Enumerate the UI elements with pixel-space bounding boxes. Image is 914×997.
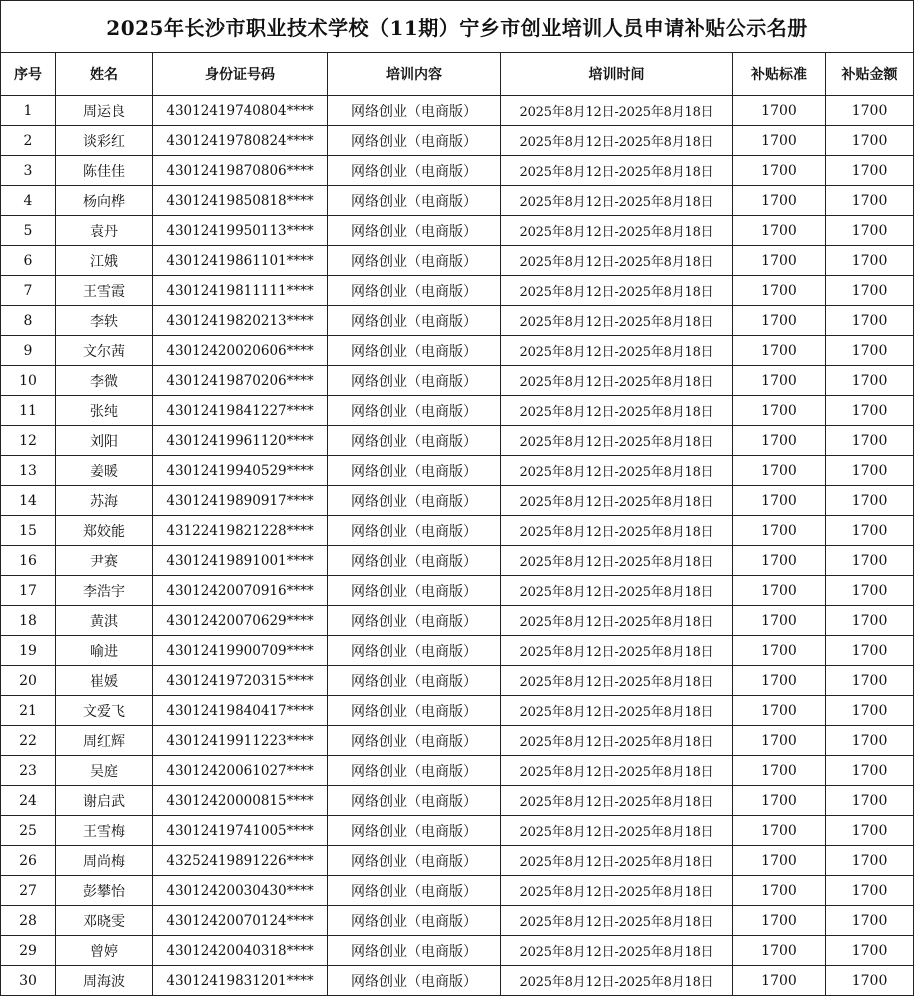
cell-name: 曾婷 <box>56 936 153 966</box>
cell-id-number: 43012419891001**** <box>153 546 328 576</box>
table-row <box>1 726 914 756</box>
cell-index: 15 <box>1 516 56 546</box>
cell-training-content: 网络创业（电商版） <box>328 846 501 876</box>
cell-name: 李微 <box>56 366 153 396</box>
cell-index: 11 <box>1 396 56 426</box>
table-row <box>1 786 914 816</box>
cell-index: 16 <box>1 546 56 576</box>
cell-id-number: 43012419870206**** <box>153 366 328 396</box>
cell-id-number: 43012420070629**** <box>153 606 328 636</box>
cell-subsidy-standard: 1700 <box>733 816 826 846</box>
cell-name: 谢启武 <box>56 786 153 816</box>
cell-id-number: 43012419870806**** <box>153 156 328 186</box>
cell-training-content: 网络创业（电商版） <box>328 816 501 846</box>
cell-subsidy-amount: 1700 <box>826 636 914 666</box>
table-row <box>1 486 914 516</box>
table-row <box>1 396 914 426</box>
cell-name: 崔媛 <box>56 666 153 696</box>
cell-training-content: 网络创业（电商版） <box>328 396 501 426</box>
cell-name: 王雪霞 <box>56 276 153 306</box>
cell-name: 谈彩红 <box>56 126 153 156</box>
table-row <box>1 636 914 666</box>
cell-training-time: 2025年8月12日-2025年8月18日 <box>501 336 733 366</box>
cell-training-content: 网络创业（电商版） <box>328 126 501 156</box>
cell-name: 苏海 <box>56 486 153 516</box>
table-row <box>1 696 914 726</box>
table-row <box>1 516 914 546</box>
column-header-subsidy-amount: 补贴金额 <box>826 53 914 96</box>
cell-name: 彭攀怡 <box>56 876 153 906</box>
cell-index: 1 <box>1 96 56 126</box>
cell-id-number: 43012419940529**** <box>153 456 328 486</box>
cell-index: 26 <box>1 846 56 876</box>
column-header-index: 序号 <box>1 53 56 96</box>
cell-subsidy-standard: 1700 <box>733 306 826 336</box>
cell-subsidy-amount: 1700 <box>826 396 914 426</box>
cell-index: 3 <box>1 156 56 186</box>
cell-name: 周海波 <box>56 966 153 996</box>
cell-name: 周尚梅 <box>56 846 153 876</box>
cell-subsidy-amount: 1700 <box>826 876 914 906</box>
cell-training-content: 网络创业（电商版） <box>328 576 501 606</box>
cell-training-time: 2025年8月12日-2025年8月18日 <box>501 246 733 276</box>
cell-subsidy-standard: 1700 <box>733 696 826 726</box>
cell-subsidy-amount: 1700 <box>826 366 914 396</box>
cell-id-number: 43012419820213**** <box>153 306 328 336</box>
cell-training-time: 2025年8月12日-2025年8月18日 <box>501 156 733 186</box>
cell-training-content: 网络创业（电商版） <box>328 156 501 186</box>
cell-id-number: 43012419740804**** <box>153 96 328 126</box>
cell-subsidy-standard: 1700 <box>733 516 826 546</box>
cell-training-time: 2025年8月12日-2025年8月18日 <box>501 216 733 246</box>
cell-id-number: 43012420000815**** <box>153 786 328 816</box>
cell-index: 4 <box>1 186 56 216</box>
cell-subsidy-amount: 1700 <box>826 126 914 156</box>
cell-training-time: 2025年8月12日-2025年8月18日 <box>501 456 733 486</box>
cell-subsidy-standard: 1700 <box>733 396 826 426</box>
cell-subsidy-amount: 1700 <box>826 606 914 636</box>
cell-training-time: 2025年8月12日-2025年8月18日 <box>501 666 733 696</box>
table-row <box>1 936 914 966</box>
cell-subsidy-standard: 1700 <box>733 246 826 276</box>
cell-subsidy-standard: 1700 <box>733 726 826 756</box>
cell-id-number: 43012420020606**** <box>153 336 328 366</box>
cell-name: 周运良 <box>56 96 153 126</box>
cell-index: 8 <box>1 306 56 336</box>
cell-training-content: 网络创业（电商版） <box>328 936 501 966</box>
cell-name: 喻进 <box>56 636 153 666</box>
cell-subsidy-standard: 1700 <box>733 936 826 966</box>
cell-subsidy-standard: 1700 <box>733 666 826 696</box>
cell-training-time: 2025年8月12日-2025年8月18日 <box>501 276 733 306</box>
column-header-id-number: 身份证号码 <box>153 53 328 96</box>
cell-subsidy-amount: 1700 <box>826 546 914 576</box>
cell-training-time: 2025年8月12日-2025年8月18日 <box>501 426 733 456</box>
cell-id-number: 43012419720315**** <box>153 666 328 696</box>
cell-training-time: 2025年8月12日-2025年8月18日 <box>501 396 733 426</box>
cell-name: 吴庭 <box>56 756 153 786</box>
cell-id-number: 43012419841227**** <box>153 396 328 426</box>
cell-training-content: 网络创业（电商版） <box>328 906 501 936</box>
cell-subsidy-standard: 1700 <box>733 96 826 126</box>
cell-name: 刘阳 <box>56 426 153 456</box>
cell-training-time: 2025年8月12日-2025年8月18日 <box>501 876 733 906</box>
cell-index: 6 <box>1 246 56 276</box>
cell-training-content: 网络创业（电商版） <box>328 606 501 636</box>
table-row <box>1 366 914 396</box>
cell-subsidy-amount: 1700 <box>826 306 914 336</box>
table-row <box>1 156 914 186</box>
cell-subsidy-amount: 1700 <box>826 456 914 486</box>
cell-subsidy-standard: 1700 <box>733 606 826 636</box>
cell-training-content: 网络创业（电商版） <box>328 336 501 366</box>
cell-name: 黄淇 <box>56 606 153 636</box>
table-row <box>1 576 914 606</box>
title-row <box>1 1 914 53</box>
cell-training-time: 2025年8月12日-2025年8月18日 <box>501 846 733 876</box>
cell-training-content: 网络创业（电商版） <box>328 786 501 816</box>
cell-subsidy-standard: 1700 <box>733 426 826 456</box>
cell-index: 7 <box>1 276 56 306</box>
cell-name: 尹赛 <box>56 546 153 576</box>
cell-name: 邓晓雯 <box>56 906 153 936</box>
cell-id-number: 43012419950113**** <box>153 216 328 246</box>
cell-id-number: 43252419891226**** <box>153 846 328 876</box>
cell-index: 24 <box>1 786 56 816</box>
column-header-training-time: 培训时间 <box>501 53 733 96</box>
cell-id-number: 43012419840417**** <box>153 696 328 726</box>
cell-subsidy-amount: 1700 <box>826 756 914 786</box>
cell-training-content: 网络创业（电商版） <box>328 966 501 996</box>
table-row <box>1 276 914 306</box>
cell-subsidy-amount: 1700 <box>826 276 914 306</box>
cell-index: 25 <box>1 816 56 846</box>
cell-subsidy-amount: 1700 <box>826 786 914 816</box>
cell-name: 李轶 <box>56 306 153 336</box>
table-row <box>1 876 914 906</box>
cell-subsidy-standard: 1700 <box>733 576 826 606</box>
cell-training-content: 网络创业（电商版） <box>328 876 501 906</box>
cell-subsidy-standard: 1700 <box>733 336 826 366</box>
cell-subsidy-standard: 1700 <box>733 786 826 816</box>
cell-index: 22 <box>1 726 56 756</box>
table-row <box>1 756 914 786</box>
table-row <box>1 186 914 216</box>
cell-id-number: 43122419821228**** <box>153 516 328 546</box>
cell-subsidy-amount: 1700 <box>826 216 914 246</box>
cell-id-number: 43012419900709**** <box>153 636 328 666</box>
cell-index: 5 <box>1 216 56 246</box>
cell-training-time: 2025年8月12日-2025年8月18日 <box>501 966 733 996</box>
cell-name: 王雪梅 <box>56 816 153 846</box>
table-row <box>1 816 914 846</box>
cell-training-time: 2025年8月12日-2025年8月18日 <box>501 516 733 546</box>
cell-training-time: 2025年8月12日-2025年8月18日 <box>501 756 733 786</box>
table-row <box>1 546 914 576</box>
cell-training-time: 2025年8月12日-2025年8月18日 <box>501 126 733 156</box>
cell-id-number: 43012419831201**** <box>153 966 328 996</box>
column-header-subsidy-standard: 补贴标准 <box>733 53 826 96</box>
table-row <box>1 456 914 486</box>
cell-name: 江娥 <box>56 246 153 276</box>
cell-subsidy-standard: 1700 <box>733 276 826 306</box>
cell-id-number: 43012419850818**** <box>153 186 328 216</box>
cell-subsidy-standard: 1700 <box>733 636 826 666</box>
cell-subsidy-standard: 1700 <box>733 486 826 516</box>
cell-training-time: 2025年8月12日-2025年8月18日 <box>501 636 733 666</box>
cell-index: 9 <box>1 336 56 366</box>
column-header-training-content: 培训内容 <box>328 53 501 96</box>
table-row <box>1 246 914 276</box>
table-row <box>1 126 914 156</box>
table-row <box>1 906 914 936</box>
cell-training-content: 网络创业（电商版） <box>328 696 501 726</box>
cell-name: 周红辉 <box>56 726 153 756</box>
cell-subsidy-amount: 1700 <box>826 906 914 936</box>
column-header-name: 姓名 <box>56 53 153 96</box>
cell-subsidy-standard: 1700 <box>733 966 826 996</box>
cell-index: 13 <box>1 456 56 486</box>
cell-subsidy-amount: 1700 <box>826 816 914 846</box>
cell-name: 袁丹 <box>56 216 153 246</box>
cell-id-number: 43012419780824**** <box>153 126 328 156</box>
cell-training-time: 2025年8月12日-2025年8月18日 <box>501 696 733 726</box>
cell-name: 杨向桦 <box>56 186 153 216</box>
cell-id-number: 43012419911223**** <box>153 726 328 756</box>
cell-training-content: 网络创业（电商版） <box>328 486 501 516</box>
cell-id-number: 43012420061027**** <box>153 756 328 786</box>
cell-id-number: 43012419811111**** <box>153 276 328 306</box>
table-row <box>1 216 914 246</box>
cell-name: 陈佳佳 <box>56 156 153 186</box>
table-row <box>1 846 914 876</box>
table-row <box>1 306 914 336</box>
header-row <box>1 53 914 96</box>
cell-name: 李浩宇 <box>56 576 153 606</box>
cell-id-number: 43012420070916**** <box>153 576 328 606</box>
cell-training-content: 网络创业（电商版） <box>328 426 501 456</box>
cell-name: 文尔茜 <box>56 336 153 366</box>
cell-training-content: 网络创业（电商版） <box>328 366 501 396</box>
cell-index: 17 <box>1 576 56 606</box>
cell-training-content: 网络创业（电商版） <box>328 666 501 696</box>
cell-subsidy-amount: 1700 <box>826 966 914 996</box>
cell-id-number: 43012419961120**** <box>153 426 328 456</box>
cell-index: 29 <box>1 936 56 966</box>
cell-training-content: 网络创业（电商版） <box>328 186 501 216</box>
cell-subsidy-standard: 1700 <box>733 126 826 156</box>
cell-training-content: 网络创业（电商版） <box>328 456 501 486</box>
cell-training-content: 网络创业（电商版） <box>328 306 501 336</box>
cell-subsidy-amount: 1700 <box>826 846 914 876</box>
cell-id-number: 43012420040318**** <box>153 936 328 966</box>
cell-training-content: 网络创业（电商版） <box>328 546 501 576</box>
cell-subsidy-amount: 1700 <box>826 246 914 276</box>
cell-subsidy-amount: 1700 <box>826 726 914 756</box>
cell-subsidy-amount: 1700 <box>826 576 914 606</box>
cell-id-number: 43012420030430**** <box>153 876 328 906</box>
cell-training-content: 网络创业（电商版） <box>328 246 501 276</box>
cell-training-content: 网络创业（电商版） <box>328 96 501 126</box>
cell-subsidy-standard: 1700 <box>733 186 826 216</box>
cell-subsidy-amount: 1700 <box>826 426 914 456</box>
cell-subsidy-standard: 1700 <box>733 876 826 906</box>
cell-subsidy-standard: 1700 <box>733 216 826 246</box>
cell-subsidy-standard: 1700 <box>733 906 826 936</box>
table-row <box>1 96 914 126</box>
cell-training-time: 2025年8月12日-2025年8月18日 <box>501 546 733 576</box>
cell-training-time: 2025年8月12日-2025年8月18日 <box>501 186 733 216</box>
cell-training-time: 2025年8月12日-2025年8月18日 <box>501 936 733 966</box>
cell-name: 姜暖 <box>56 456 153 486</box>
cell-subsidy-standard: 1700 <box>733 366 826 396</box>
cell-index: 30 <box>1 966 56 996</box>
cell-subsidy-standard: 1700 <box>733 156 826 186</box>
cell-name: 张纯 <box>56 396 153 426</box>
cell-index: 2 <box>1 126 56 156</box>
cell-subsidy-amount: 1700 <box>826 96 914 126</box>
cell-subsidy-amount: 1700 <box>826 696 914 726</box>
cell-training-content: 网络创业（电商版） <box>328 726 501 756</box>
cell-training-time: 2025年8月12日-2025年8月18日 <box>501 816 733 846</box>
cell-training-time: 2025年8月12日-2025年8月18日 <box>501 906 733 936</box>
cell-subsidy-standard: 1700 <box>733 756 826 786</box>
cell-subsidy-amount: 1700 <box>826 486 914 516</box>
cell-subsidy-amount: 1700 <box>826 516 914 546</box>
table-row <box>1 666 914 696</box>
cell-subsidy-amount: 1700 <box>826 186 914 216</box>
cell-training-time: 2025年8月12日-2025年8月18日 <box>501 306 733 336</box>
cell-index: 23 <box>1 756 56 786</box>
table-row <box>1 426 914 456</box>
page-title: 2025年长沙市职业技术学校（11期）宁乡市创业培训人员申请补贴公示名册 <box>1 1 914 53</box>
cell-training-time: 2025年8月12日-2025年8月18日 <box>501 366 733 396</box>
cell-training-time: 2025年8月12日-2025年8月18日 <box>501 576 733 606</box>
cell-index: 12 <box>1 426 56 456</box>
cell-training-time: 2025年8月12日-2025年8月18日 <box>501 606 733 636</box>
cell-index: 27 <box>1 876 56 906</box>
cell-id-number: 43012419861101**** <box>153 246 328 276</box>
table-body <box>1 96 914 996</box>
table-row <box>1 966 914 996</box>
cell-subsidy-amount: 1700 <box>826 666 914 696</box>
table-row <box>1 606 914 636</box>
cell-training-content: 网络创业（电商版） <box>328 636 501 666</box>
cell-training-time: 2025年8月12日-2025年8月18日 <box>501 786 733 816</box>
cell-subsidy-amount: 1700 <box>826 156 914 186</box>
cell-index: 18 <box>1 606 56 636</box>
cell-id-number: 43012420070124**** <box>153 906 328 936</box>
cell-index: 14 <box>1 486 56 516</box>
cell-training-content: 网络创业（电商版） <box>328 756 501 786</box>
cell-id-number: 43012419890917**** <box>153 486 328 516</box>
cell-name: 郑姣能 <box>56 516 153 546</box>
cell-training-content: 网络创业（电商版） <box>328 216 501 246</box>
cell-index: 10 <box>1 366 56 396</box>
table-row <box>1 336 914 366</box>
cell-training-time: 2025年8月12日-2025年8月18日 <box>501 96 733 126</box>
cell-subsidy-standard: 1700 <box>733 456 826 486</box>
cell-name: 文爱飞 <box>56 696 153 726</box>
cell-training-time: 2025年8月12日-2025年8月18日 <box>501 726 733 756</box>
cell-index: 19 <box>1 636 56 666</box>
cell-id-number: 43012419741005**** <box>153 816 328 846</box>
cell-training-content: 网络创业（电商版） <box>328 276 501 306</box>
cell-subsidy-standard: 1700 <box>733 846 826 876</box>
cell-subsidy-amount: 1700 <box>826 336 914 366</box>
cell-training-time: 2025年8月12日-2025年8月18日 <box>501 486 733 516</box>
cell-subsidy-amount: 1700 <box>826 936 914 966</box>
cell-training-content: 网络创业（电商版） <box>328 516 501 546</box>
cell-index: 28 <box>1 906 56 936</box>
cell-index: 21 <box>1 696 56 726</box>
cell-index: 20 <box>1 666 56 696</box>
cell-subsidy-standard: 1700 <box>733 546 826 576</box>
